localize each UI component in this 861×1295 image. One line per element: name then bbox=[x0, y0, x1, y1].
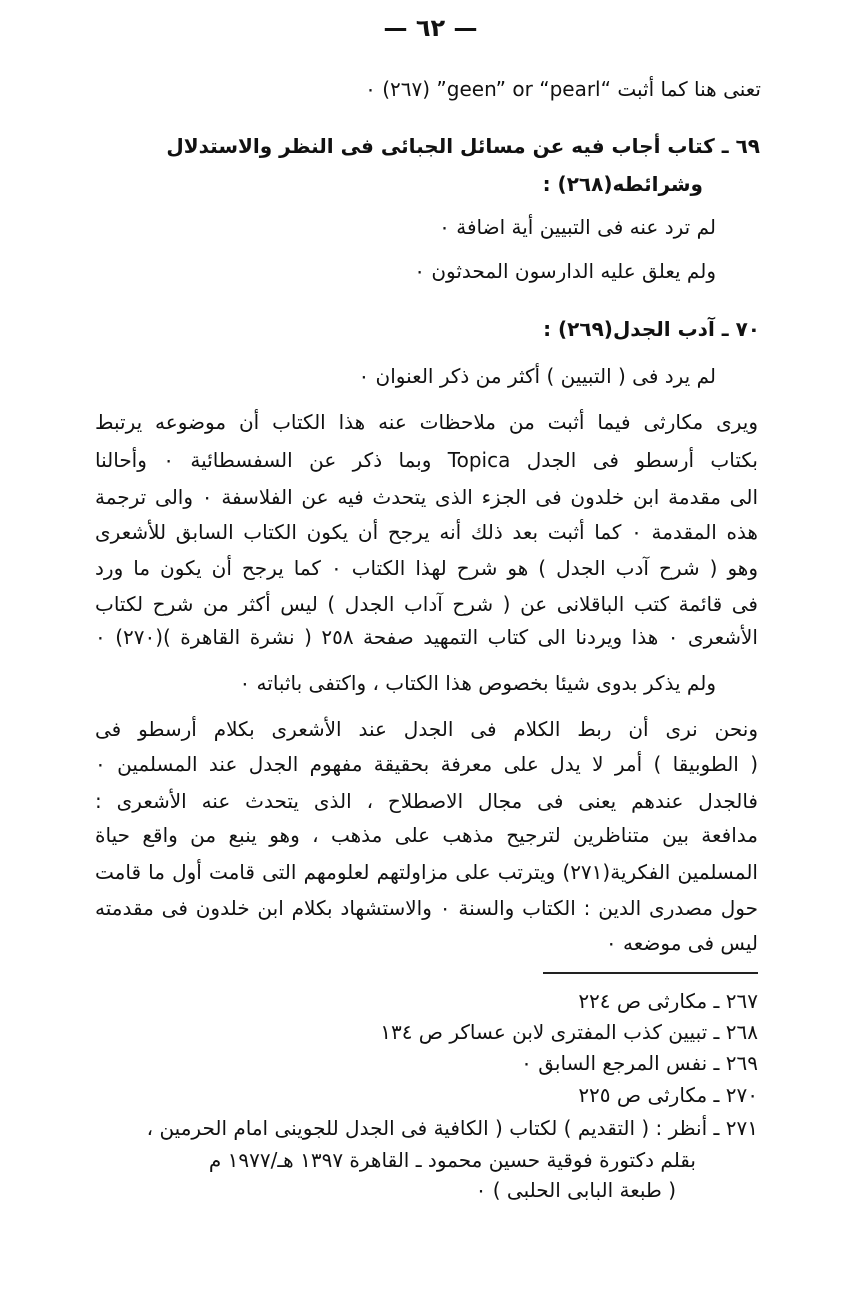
entry-heading-70: ٧٠ ـ آدب الجدل(٢٦٩) : bbox=[543, 317, 760, 341]
footnote-268: ٢٦٨ ـ تبيين كذب المفترى لابن عساكر ص ١٣٤ bbox=[380, 1020, 758, 1044]
text-line: ويرى مكارثى فيما أثبت من ملاحظات عنه هذا الكتاب أن موضوعه يرتبط bbox=[95, 410, 758, 434]
text-line: الأشعرى ٠ هذا ويردنا الى كتاب التمهيد صفحة ٢٥٨ ( نشرة القاهرة )(٢٧٠) ٠ bbox=[95, 625, 758, 649]
footnote-271-cont: بقلم دكتورة فوقية حسين محمود ـ القاهرة ١٣٩٧ هـ/١٩٧٧ م bbox=[208, 1148, 696, 1172]
text-line: مدافعة بين متناظرين لترجيح مذهب على مذهب ، وهو ينبع من واقع حياة bbox=[95, 823, 758, 847]
text-line: فى قائمة كتب الباقلانى عن ( شرح آداب الجدل ) ليس أكثر من شرح لكتاب bbox=[95, 592, 758, 616]
text-line: لم ترد عنه فى التبيين أية اضافة ٠ bbox=[439, 215, 716, 239]
text-line: تعنى هنا كما أثبت “geen” or “pearl” (٢٦٧) ٠ bbox=[365, 77, 761, 101]
text-line: ونحن نرى أن ربط الكلام فى الجدل عند الأشعرى بكلام أرسطو فى bbox=[95, 717, 758, 741]
page-number: — ٦٢ — bbox=[383, 14, 478, 42]
text-line: المسلمين الفكرية(٢٧١) ويترتب على مزاولتهم لعلومهم التى قامت أول ما قامت bbox=[95, 860, 758, 884]
text-line: وهو ( شرح آدب الجدل ) هو شرح لهذا الكتاب ٠ كما يرجح أن يكون ما ورد bbox=[95, 556, 759, 580]
text-line: بكتاب أرسطو فى الجدل Topica وبما ذكر عن السفسطائية ٠ وأحالنا bbox=[95, 448, 758, 472]
text-line: حول مصدرى الدين : الكتاب والسنة ٠ والاستشهاد بكلام ابن خلدون فى مقدمته bbox=[95, 896, 758, 920]
entry-heading-69-cont: وشرائطه(٢٦٨) : bbox=[542, 172, 703, 196]
entry-heading-69: ٦٩ ـ كتاب أجاب فيه عن مسائل الجبائى فى النظر والاستدلال bbox=[166, 134, 760, 158]
footnote-271: ٢٧١ ـ أنظر : ( التقديم ) لكتاب ( الكافية فى الجدل للجوينى امام الحرمين ، bbox=[146, 1116, 758, 1140]
footnote-separator bbox=[543, 972, 758, 974]
text-line: ( الطوبيقا ) أمر لا يدل على معرفة بحقيقة مفهوم الجدل عند المسلمين ٠ bbox=[95, 752, 758, 776]
text-line: لم يرد فى ( التبيين ) أكثر من ذكر العنوان ٠ bbox=[358, 364, 716, 388]
footnote-271-cont: ( طبعة البابى الحلبى ) ٠ bbox=[475, 1178, 676, 1202]
text-line: هذه المقدمة ٠ كما أثبت بعد ذلك أنه يرجح أن يكون الكتاب السابق للأشعرى bbox=[95, 520, 758, 544]
text-line: ولم يذكر بدوى شيئا بخصوص هذا الكتاب ، واكتفى باثباته ٠ bbox=[239, 671, 716, 695]
text-line: ليس فى موضعه ٠ bbox=[605, 931, 758, 955]
text-line: فالجدل عندهم يعنى فى مجال الاصطلاح ، الذى يتحدث عنه الأشعرى : bbox=[95, 789, 758, 813]
footnote-269: ٢٦٩ ـ نفس المرجع السابق ٠ bbox=[521, 1051, 758, 1075]
text-line: ولم يعلق عليه الدارسون المحدثون ٠ bbox=[414, 259, 716, 283]
footnote-270: ٢٧٠ ـ مكارثى ص ٢٢٥ bbox=[578, 1083, 758, 1107]
text-line: الى مقدمة ابن خلدون فى الجزء الذى يتحدث فيه عن الفلاسفة ٠ والى ترجمة bbox=[95, 485, 758, 509]
footnote-267: ٢٦٧ ـ مكارثى ص ٢٢٤ bbox=[578, 989, 758, 1013]
